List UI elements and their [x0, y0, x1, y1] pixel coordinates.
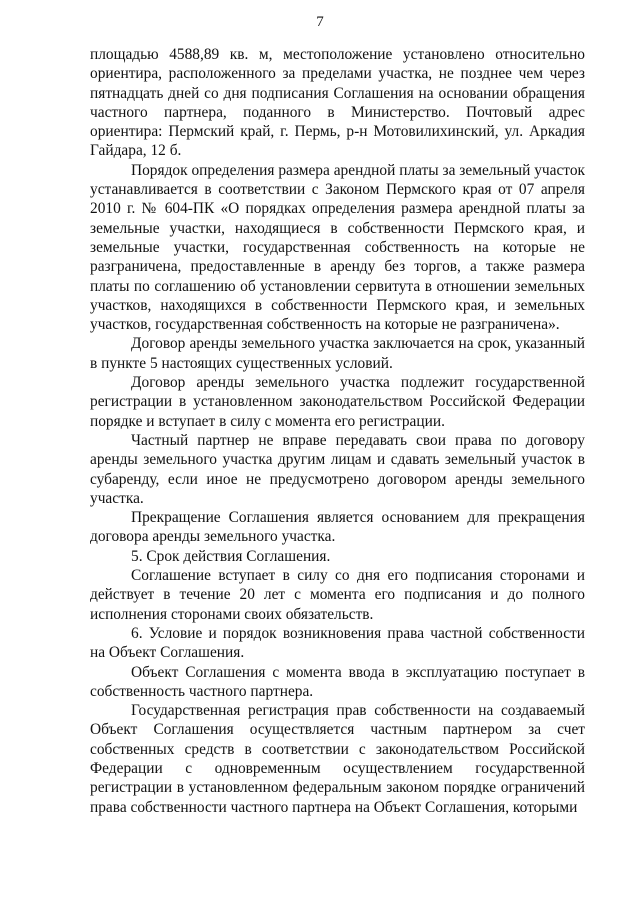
paragraph-state-registration: Государственная регистрация прав собственности на создаваемый Объект Соглашения осуществляется частным партнером за счет собственных средств в соответствии с законодательством Российской Федерации с одновременным осуществлением государственной регистрации в установленном федеральным законом порядке ограничений права собственности частного партнера на Объект Соглашения, которыми	[90, 702, 585, 816]
paragraph-lease-registration: Договор аренды земельного участка подлежит государственной регистрации в установленном законодательством Российской Федерации порядке и вступает в силу с момента его регистрации.	[90, 374, 585, 430]
paragraph-rent-calculation: Порядок определения размера арендной платы за земельный участок устанавливается в соответствии с Законом Пермского края от 07 апреля 2010 г. № 604-ПК «О порядках определения размера арендной платы за земельные участки, находящиеся в собственности Пермского края, и земельные участки, государственная собственность на которые не разграничена, предоставленные в аренду без торгов, а также размера платы по соглашению об установлении сервитута в отношении земельных участков, находящихся в собственности Пермского края, и земельных участков, государственная собственность на которые не разграничена».	[90, 161, 585, 334]
paragraph-ownership-transfer: Объект Соглашения с момента ввода в эксплуатацию поступает в собственность частного партнера.	[90, 663, 585, 700]
paragraph-lease-term: Договор аренды земельного участка заключается на срок, указанный в пункте 5 настоящих существенных условий.	[90, 335, 585, 372]
paragraph-sublease-restriction: Частный партнер не вправе передавать свои права по договору аренды земельного участка другим лицам и сдавать земельный участок в субаренду, если иное не предусмотрено договором аренды земельного участка.	[90, 431, 585, 507]
paragraph-land-plot-address: площадью 4588,89 кв. м, местоположение установлено относительно ориентира, расположенного за пределами участка, не позднее чем через пятнадцать дней со дня подписания Соглашения на основании обращения частного партнера, поданного в Министерство. Почтовый адрес ориентира: Пермский край, г. Пермь, р-н Мотовилихинский, ул. Аркадия Гайдара, 12 б.	[90, 46, 585, 160]
document-body	[90, 45, 585, 817]
paragraph-termination: Прекращение Соглашения является основанием для прекращения договора аренды земельного участка.	[90, 509, 585, 546]
page-number: 7	[316, 14, 324, 30]
section-heading-ownership: 6. Условие и порядок возникновения права частной собственности на Объект Соглашения.	[90, 624, 585, 662]
paragraph-agreement-term: Соглашение вступает в силу со дня его подписания сторонами и действует в течение 20 лет с момента его подписания и до полного исполнения сторонами своих обязательств.	[90, 567, 585, 623]
section-heading-term: 5. Срок действия Соглашения.	[131, 547, 331, 565]
